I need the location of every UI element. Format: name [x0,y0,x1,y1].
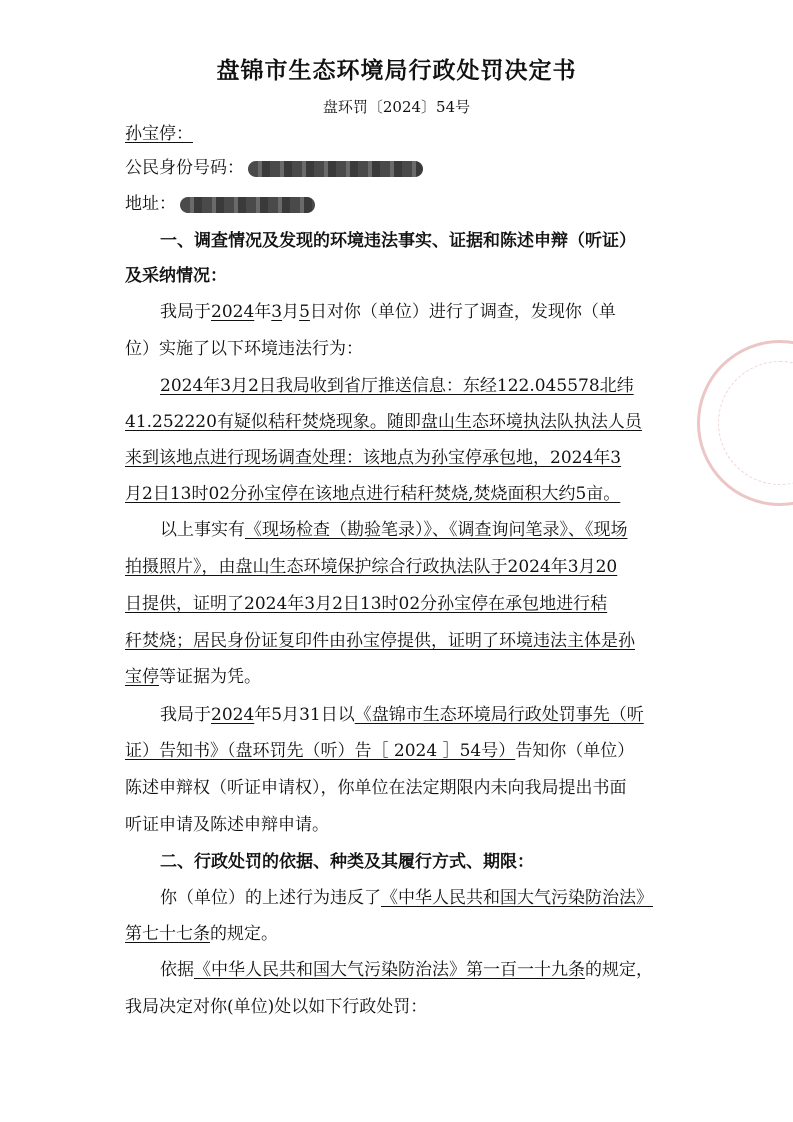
violation-facts-l2: 41.252220有疑似秸秆焚烧现象。随即盘山生态环境执法队执法人员 [125,412,642,432]
notice-l2: 证）告知书》（盘环罚先（听）告［ 2024 ］54号）告知你（单位） [125,741,635,761]
section1-heading: 一、调查情况及发现的环境违法事实、证据和陈述申辩（听证） [160,231,636,251]
violation-facts-l4: 月2日13时02分孙宝停在该地点进行秸秆焚烧,焚烧面积大约5亩。 [125,484,621,504]
official-seal-fragment [697,340,793,506]
violation-facts-l1: 2024年3月2日我局收到省厅推送信息：东经122.045578北纬 [160,376,634,396]
party-name-label: 孙宝停： [125,124,193,144]
document-title: 盘锦市生态环境局行政处罚决定书 [216,58,577,84]
investigation-year: 2024 [211,302,255,322]
investigation-day: 5 [299,302,310,322]
penalty-basis-l2: 我局决定对你(单位)处以如下行政处罚： [125,997,428,1017]
section2-heading: 二、行政处罚的依据、种类及其履行方式、期限： [160,852,534,872]
paragraph-investigation-l2: 位）实施了以下环境违法行为： [125,339,363,359]
address-redaction [180,197,315,213]
notice-l3: 陈述申辩权（听证申请权），你单位在法定期限内未向我局提出书面 [125,778,627,798]
notice-l4: 听证申请及陈述申辩申请。 [125,815,329,835]
id-label: 公民身份号码： [125,158,244,178]
violation-facts-l3: 来到该地点进行现场调查处理：该地点为孙宝停承包地，2024年3 [125,448,622,468]
section1-heading-cont: 及采纳情况： [125,266,227,286]
document-number: 盘环罚〔2024〕54号 [322,98,471,116]
id-redaction [248,161,423,177]
party-id-row [125,158,423,178]
party-address-row [125,194,315,214]
evidence-l5: 宝停等证据为凭。 [125,667,261,687]
investigation-month: 3 [271,302,283,322]
evidence-l3: 日提供，证明了2024年3月2日13时02分孙宝停在承包地进行秸 [125,594,608,614]
paragraph-investigation-l1: 我局于2024年3月5日对你（单位）进行了调查，发现你（单 [160,302,616,322]
address-label: 地址： [125,194,176,214]
legal-basis-l1: 你（单位）的上述行为违反了《中华人民共和国大气污染防治法》 [160,888,653,908]
party-name [125,124,193,144]
notice-l1: 我局于2024年5月31日以《盘锦市生态环境局行政处罚事先（听 [160,705,644,725]
penalty-basis-l1: 依据《中华人民共和国大气污染防治法》第一百一十九条的规定， [160,960,653,980]
evidence-l2: 拍摄照片》，由盘山生态环境保护综合行政执法队于2024年3月20 [125,557,618,577]
evidence-l1: 以上事实有《现场检查（勘验笔录）》、《调查询问笔录》、《现场 [160,520,628,540]
legal-basis-l2: 第七十七条的规定。 [125,924,278,944]
evidence-l4: 秆焚烧；居民身份证复印件由孙宝停提供，证明了环境违法主体是孙 [125,631,635,651]
